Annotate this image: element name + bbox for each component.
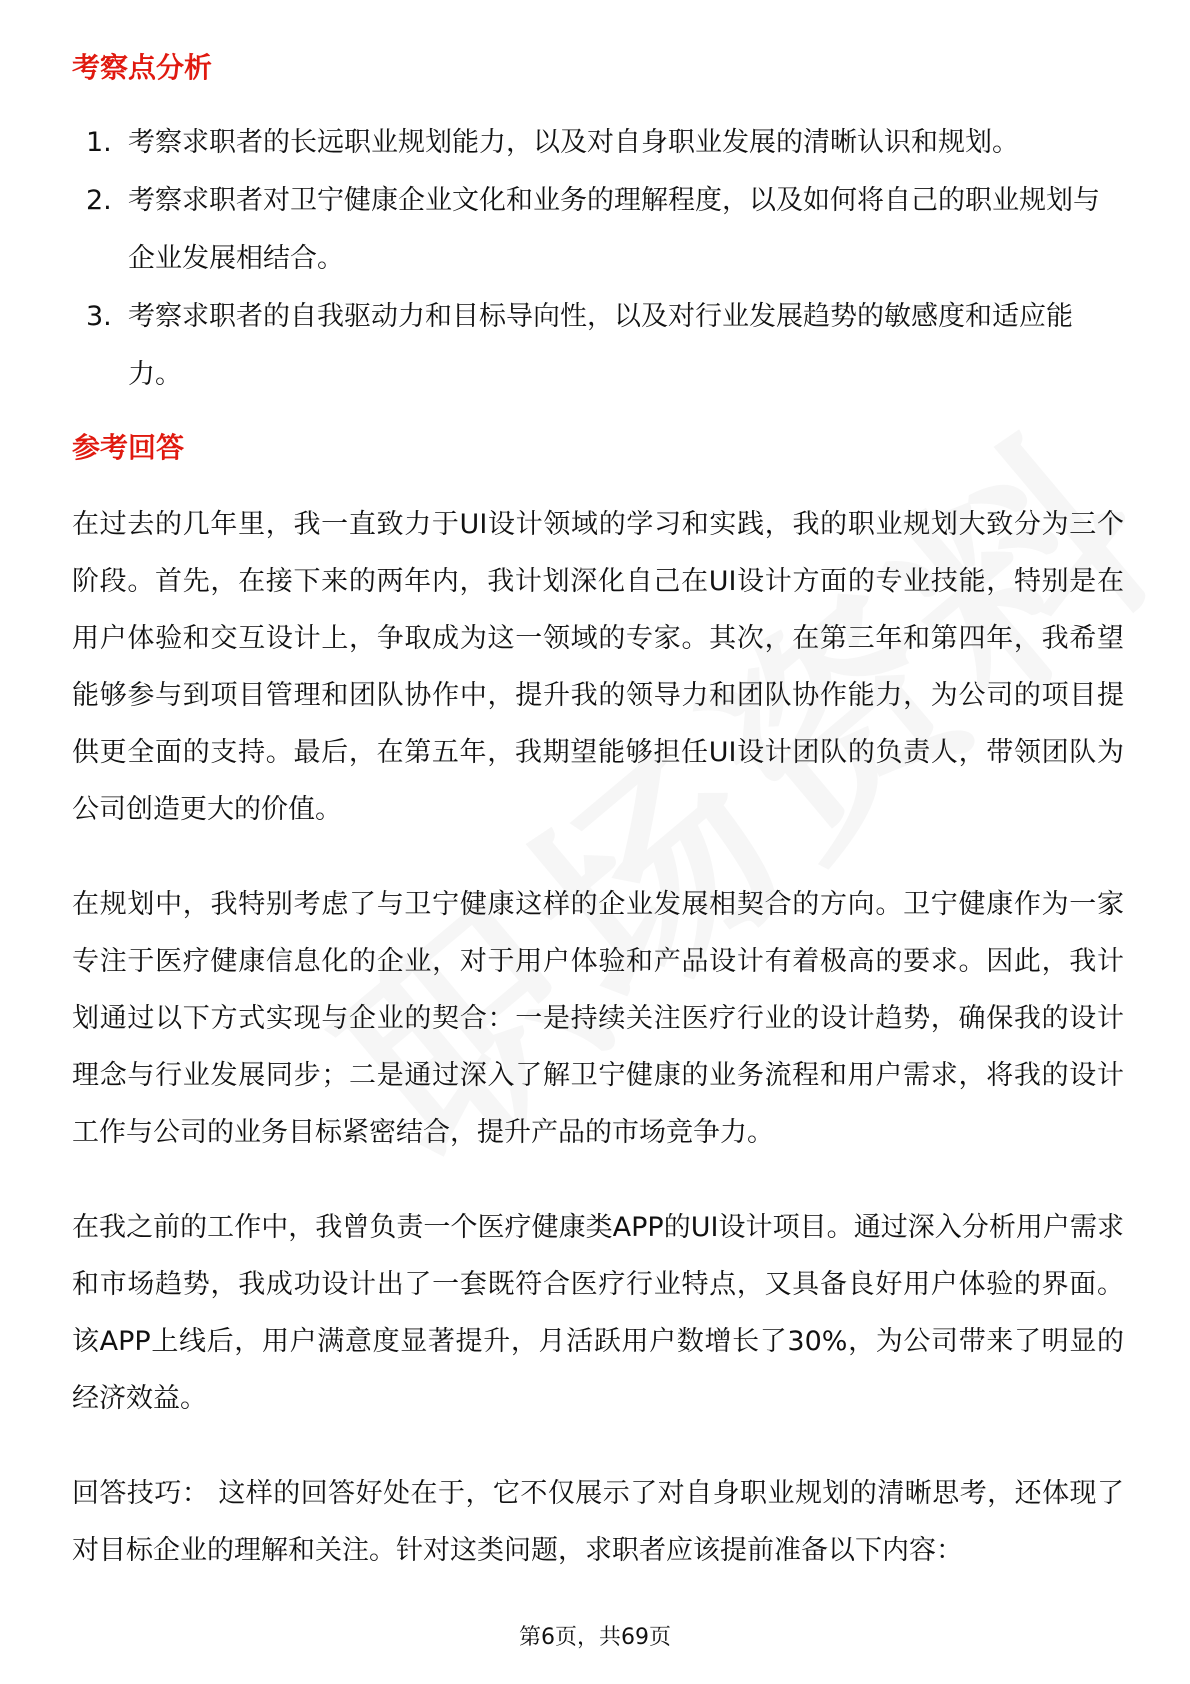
list-number: 3. [86, 301, 112, 332]
list-item-text: 考察求职者的长远职业规划能力，以及对自身职业发展的清晰认识和规划。 [128, 127, 1019, 158]
document-page [72, 48, 1124, 1579]
analysis-list [72, 114, 1124, 404]
list-item-text: 考察求职者的自我驱动力和目标导向性，以及对行业发展趋势的敏感度和适应能力。 [128, 301, 1073, 390]
answer-paragraph: 在过去的几年里，我一直致力于UI设计领域的学习和实践，我的职业规划大致分为三个阶段。首先，在接下来的两年内，我计划深化自己在UI设计方面的专业技能，特别是在用户体验和交互设计上，争取成为这一领域的专家。其次，在第三年和第四年，我希望能够参与到项目管理和团队协作中，提升我的领导力和团队协作能力，为公司的项目提供更全面的支持。最后，在第五年，我期望能够担任UI设计团队的负责人，带领团队为公司创造更大的价值。 [72, 509, 1124, 825]
list-number: 2. [86, 185, 112, 216]
page-number: 第6页，共69页 [519, 1625, 671, 1650]
answer-heading: 参考回答 [72, 431, 185, 464]
list-number: 1. [86, 127, 112, 158]
answer-paragraph: 在规划中，我特别考虑了与卫宁健康这样的企业发展相契合的方向。卫宁健康作为一家专注于医疗健康信息化的企业，对于用户体验和产品设计有着极高的要求。因此，我计划通过以下方式实现与企业的契合：一是持续关注医疗行业的设计趋势，确保我的设计理念与行业发展同步；二是通过深入了解卫宁健康的业务流程和用户需求，将我的设计工作与公司的业务目标紧密结合，提升产品的市场竞争力。 [72, 889, 1124, 1148]
list-item [72, 172, 1124, 288]
analysis-heading: 考察点分析 [72, 51, 213, 84]
list-item-text: 考察求职者对卫宁健康企业文化和业务的理解程度，以及如何将自己的职业规划与企业发展相结合。 [128, 185, 1100, 274]
answer-paragraph: 在我之前的工作中，我曾负责一个医疗健康类APP的UI设计项目。通过深入分析用户需求和市场趋势，我成功设计出了一套既符合医疗行业特点，又具备良好用户体验的界面。该APP上线后，用户满意度显著提升，月活跃用户数增长了30%，为公司带来了明显的经济效益。 [72, 1212, 1124, 1414]
list-item [72, 114, 1124, 172]
list-item [72, 288, 1124, 404]
tips-paragraph: 回答技巧： 这样的回答好处在于，它不仅展示了对自身职业规划的清晰思考，还体现了对目标企业的理解和关注。针对这类问题，求职者应该提前准备以下内容： [72, 1478, 1124, 1566]
